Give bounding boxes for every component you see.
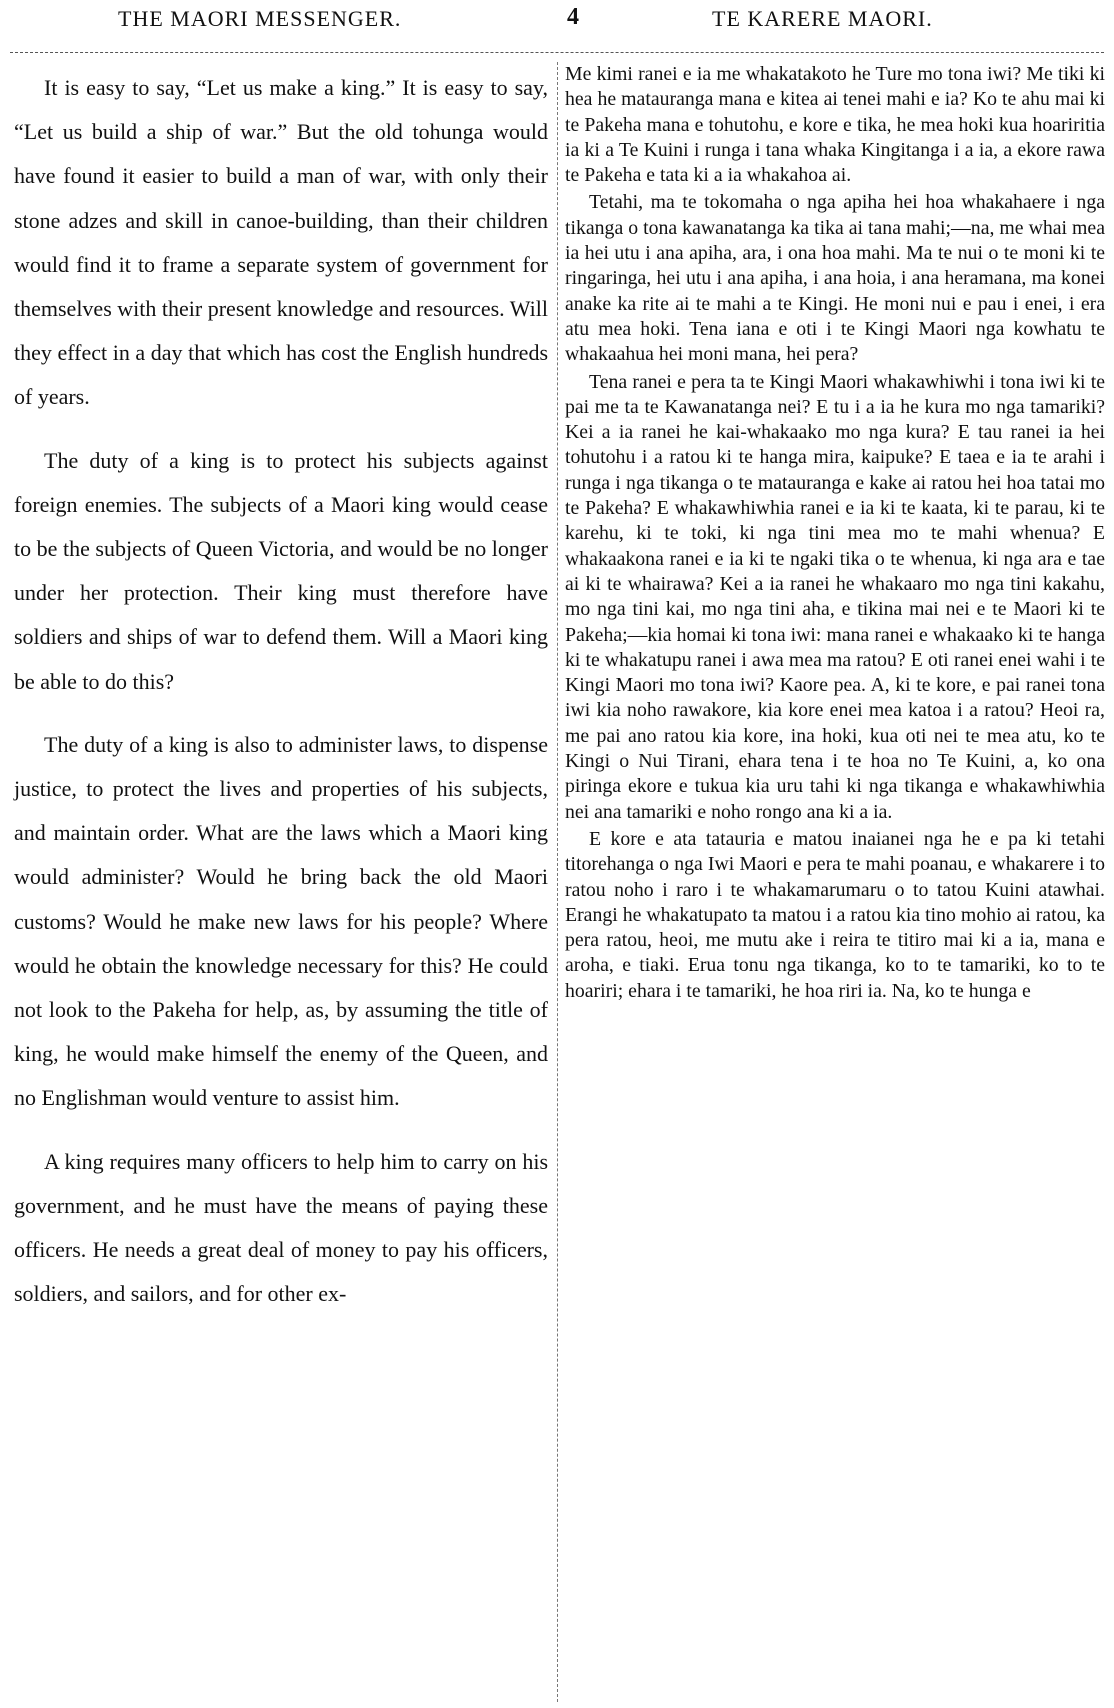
- masthead-english: THE MAORI MESSENGER.: [118, 6, 402, 31]
- column-divider: [557, 62, 558, 1702]
- page-number: 4: [567, 4, 579, 30]
- maori-paragraph-2: Tetahi, ma te tokomaha o nga apiha hei hoa whakahaere i nga tikanga o tona kawanatanga ka tika ai tana mahi;—na, me whai mea ia hei utu i ana apiha, ara, i ona hoa mahi. Ma te nui o te moni ki te ringaringa, hei utu i ana apiha, i ana hoia, i ana heramana, ma konei anake ka rite ai te mahi a te Kingi. He moni nui e pau i enei, i era atu mea hoki. Tena iana e oti i te Kingi Maori nga kowhatu te whakaahua hei moni mana, hei pera?: [565, 191, 1105, 366]
- english-column: [14, 66, 548, 1335]
- english-paragraph-4: A king requires many officers to help him to carry on his government, and he must have the means of paying these officers. He needs a great deal of money to pay his officers, soldiers, and sailors, and for other ex-: [14, 1148, 548, 1307]
- page-header: [0, 0, 1114, 40]
- maori-paragraph-3: Tena ranei e pera ta te Kingi Maori whakawhiwhi i tona iwi ki te pai me ta te Kawanatanga nei? E tu i a ia he kura mo nga tamariki? Kei a ia ranei he kai-whakaako mo nga kura? E tau ranei ia hei tohutohu i a ratou ki te hanga mira, kaipuke? E taea e ia te arahi i runga i nga tikanga o te matauranga e kake ai ratou hei hoa tatai mo te Pakeha? E whakawhiwhia ranei e ia ki te kaata, ki te parau, ki te karehu, ki te toki, ki nga tini mea mo te mahi whenua? E whakaakona ranei e ia ki te ngaki tika o te whenua, ki nga ara e tae ai ki te whairawa? Kei a ia ranei he whakaaro mo nga tini kakahu, mo nga tini kai, mo nga tini aha, e tikina mai nei e te Maori ki te Pakeha;—kia homai ki tona iwi: mana ranei e whakaako ki te hanga ki te whakatupu ranei i awa mea ma ratou? E oti ranei enei wahi i te Kingi Maori mo tona iwi? Kaore pea. A, ki te kore, e pai ranei tona iwi kia noho rawakore, kia kore enei mea katoa i a ratou? Heoi ra, me pai ano ratou kia kore, ina hoki, kua oti nei te mea atu, ko te Kingi o Nui Tirani, ehara tena i te hoa no Te Kuini, a, ko ona piringa ekore e tukua kia uru tahi ki nga tikanga e whakawhiwhia nei ana tamariki e noho rongo ana ki a ia.: [565, 370, 1105, 823]
- english-paragraph-2: The duty of a king is to protect his subjects against foreign enemies. The subjects of a Maori king would cease to be the subjects of Queen Victoria, and would be no longer under her protection. Their king must therefore have soldiers and ships of war to defend them. Will a Maori king be able to do this?: [14, 447, 548, 694]
- masthead-maori: TE KARERE MAORI.: [712, 6, 933, 31]
- english-paragraph-1: It is easy to say, “Let us make a king.” It is easy to say, “Let us build a ship of war.” But the old tohunga would have found it easier to build a man of war, with only their stone adzes and skill in canoe-building, than their children would find it to frame a separate system of government for themselves with their present knowledge and resources. Will they effect in a day that which has cost the English hundreds of years.: [14, 75, 548, 410]
- english-paragraph-3: The duty of a king is also to administer laws, to dispense justice, to protect the lives and properties of his subjects, and maintain order. What are the laws which a Maori king would administer? Would he bring back the old Maori customs? Would he make new laws for his people? Where would he obtain the knowledge necessary for this? He could not look to the Pakeha for help, as, by assuming the title of king, he would make himself the enemy of the Queen, and no Englishman would venture to assist him.: [14, 731, 548, 1111]
- maori-paragraph-4: E kore e ata tatauria e matou inaianei nga he e pa ki tetahi titorehanga o nga Iwi Maori e pera te mahi poanau, e whakarere i to ratou noho i raro i te whakamarumaru o to tatou Kuini atawhai. Erangi he whakatupato ta matou i a ratou kia tino mohio ai ratou, ka pera ratou, heoi, me mutu ake i reira te titiro mai ki a ia, mana e aroha, e tiaki. Erua tonu nga tikanga, ko to te tamariki, ko to te hoariri; ehara i te tamariki, he hoa riri ia. Na, ko te hunga e: [565, 827, 1105, 1002]
- maori-column: [565, 62, 1105, 1006]
- maori-paragraph-1: Me kimi ranei e ia me whakatakoto he Ture mo tona iwi? Me tiki ki hea he matauranga mana e kitea ai tenei mahi e ia? Ko te ahu mai ki te Pakeha mana e tohutohu, e kore e tika, he mea hoki kua hoariritia ia ki a Te Kuini i runga i tana whaka Kingitanga i a ia, a ekore rawa te Pakeha e tata ki a ia whakahoa ai.: [565, 63, 1105, 187]
- header-rule: [10, 52, 1104, 53]
